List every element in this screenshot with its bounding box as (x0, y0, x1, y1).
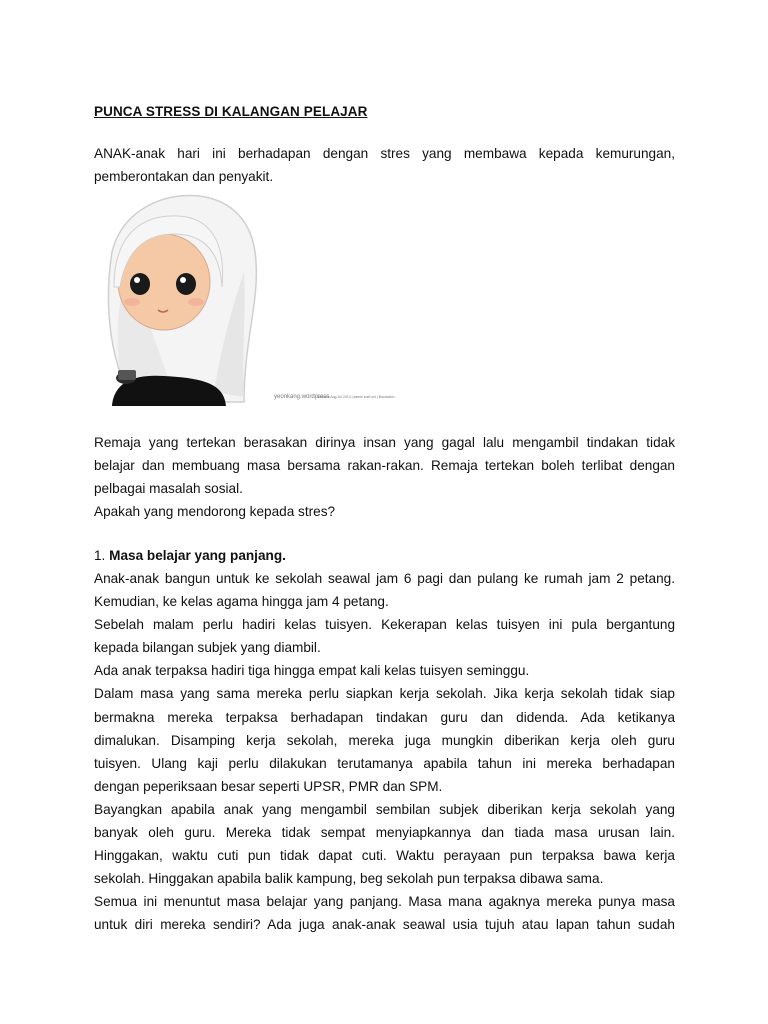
section-body-line: Ada anak terpaksa hadiri tiga hingga empat kali kelas tuisyen seminggu. (94, 663, 530, 679)
remaja-paragraph (94, 431, 675, 523)
remaja-line: Remaja yang tertekan berasakan dirinya insan yang gagal lalu mengambil tindakan tidak (94, 435, 675, 450)
section-body-line: Dalam masa yang sama mereka perlu siapkan kerja sekolah. Jika kerja sekolah tidak siap (94, 686, 675, 702)
section-body-line: bermakna mereka terpaksa berhadapan tindakan guru dan didenda. Ada ketikanya (94, 709, 675, 725)
section-heading (94, 544, 675, 567)
section-body-line: dimalukan. Disamping kerja sekolah, mereka juga mungkin diberikan kerja oleh guru (94, 732, 675, 748)
section-body-line: dengan peperiksaan besar seperti UPSR, PMR dan SPM. (94, 778, 443, 794)
intro-line: ANAK-anak hari ini berhadapan dengan stres yang membawa kepada kemurungan, (94, 146, 675, 161)
section-body-line: tuisyen. Ulang kaji perlu dilakukan terutamanya apabila tahun ini mereka berhadapan (94, 755, 675, 771)
hijab-girl-illustration (94, 192, 400, 414)
remaja-line: pelbagai masalah sosial. (94, 481, 243, 497)
section-number: 1. (94, 548, 106, 563)
illustration-caption-left: yeonkang.wordpress (274, 394, 330, 400)
section-body (94, 567, 675, 937)
remaja-line: belajar dan membuang masa bersama rakan-rakan. Remaja tertekan boleh terlibat dengan (94, 458, 675, 474)
section-body-line: Sebelah malam perlu hadiri kelas tuisyen. Kekerapan kelas tuisyen ini pula bergantung (94, 617, 675, 633)
intro-paragraph (94, 142, 675, 188)
section-body-line: banyak oleh guru. Mereka tidak sempat menyiapkannya dan tiada masa urusan lain. (94, 825, 675, 841)
section-body-line: Bayangkan apabila anak yang mengambil sembilan subjek diberikan kerja sekolah yang (94, 801, 675, 817)
section-body-line: kepada bilangan subjek yang diambil. (94, 640, 321, 656)
illustration-caption-right: artwork Aug Jul 2013 | saemi kuel sol | Illustration (318, 395, 395, 399)
section-body-line: Anak-anak bangun untuk ke sekolah seawal jam 6 pagi dan pulang ke rumah jam 2 petang. (94, 571, 675, 586)
section-heading-text: Masa belajar yang panjang. (109, 548, 286, 563)
section-body-line: Semua ini menuntut masa belajar yang panjang. Masa mana agaknya mereka punya masa (94, 894, 675, 910)
section-body-line: sekolah. Hinggakan apabila balik kampung, beg sekolah pun terpaksa dibawa sama. (94, 871, 604, 887)
section-body-line: Hinggakan, waktu cuti pun tidak dapat cuti. Waktu perayaan pun terpaksa bawa kerja (94, 848, 675, 864)
section-body-line: Kemudian, ke kelas agama hingga jam 4 petang. (94, 594, 389, 610)
document-title: PUNCA STRESS DI KALANGAN PELAJAR (94, 104, 368, 119)
intro-line: pemberontakan dan penyakit. (94, 169, 274, 185)
section-body-line: untuk diri mereka sendiri? Ada juga anak-anak seawal usia tujuh atau lapan tahun sudah (94, 917, 675, 933)
question-line: Apakah yang mendorong kepada stres? (94, 504, 336, 520)
